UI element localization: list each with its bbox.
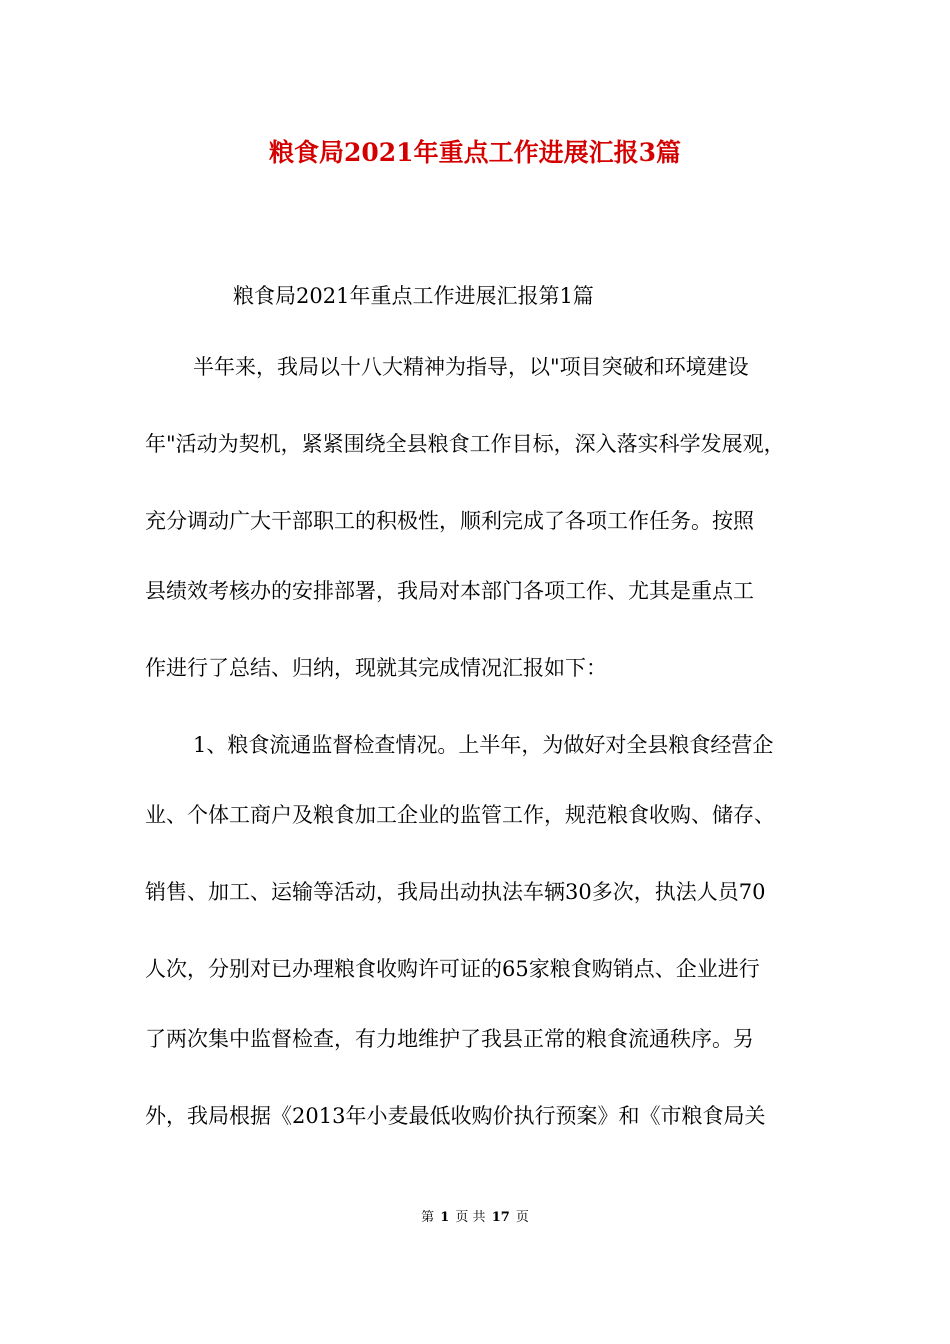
footer-middle: 页 共 — [455, 1210, 486, 1225]
body-line: 年"活动为契机，紧紧围绕全县粮食工作目标，深入落实科学发展观， — [145, 432, 785, 456]
section-title: 粮食局2021年重点工作进展汇报第1篇 — [233, 284, 594, 308]
current-page-number: 1 — [440, 1210, 450, 1225]
body-line: 外，我局根据《2013年小麦最低收购价执行预案》和《市粮食局关 — [145, 1104, 766, 1128]
page-footer — [0, 1209, 950, 1227]
body-line: 充分调动广大干部职工的积极性，顺利完成了各项工作任务。按照 — [145, 509, 754, 533]
footer-suffix: 页 — [515, 1210, 529, 1225]
body-line: 业、个体工商户及粮食加工企业的监管工作，规范粮食收购、储存、 — [145, 803, 775, 827]
body-line: 1、粮食流通监督检查情况。上半年，为做好对全县粮食经营企 — [193, 733, 774, 757]
document-title: 粮食局2021年重点工作进展汇报3篇 — [269, 138, 681, 167]
body-line: 销售、加工、运输等活动，我局出动执法车辆30多次，执法人员70 — [145, 880, 766, 904]
footer-prefix: 第 — [421, 1210, 435, 1225]
total-pages-number: 17 — [491, 1210, 510, 1225]
body-line: 了两次集中监督检查，有力地维护了我县正常的粮食流通秩序。另 — [145, 1027, 754, 1051]
body-line: 人次，分别对已办理粮食收购许可证的65家粮食购销点、企业进行 — [145, 957, 760, 981]
body-line: 县绩效考核办的安排部署，我局对本部门各项工作、尤其是重点工 — [145, 579, 754, 603]
body-line: 作进行了总结、归纳，现就其完成情况汇报如下： — [145, 656, 607, 680]
body-line: 半年来，我局以十八大精神为指导，以"项目突破和环境建设 — [193, 355, 749, 379]
